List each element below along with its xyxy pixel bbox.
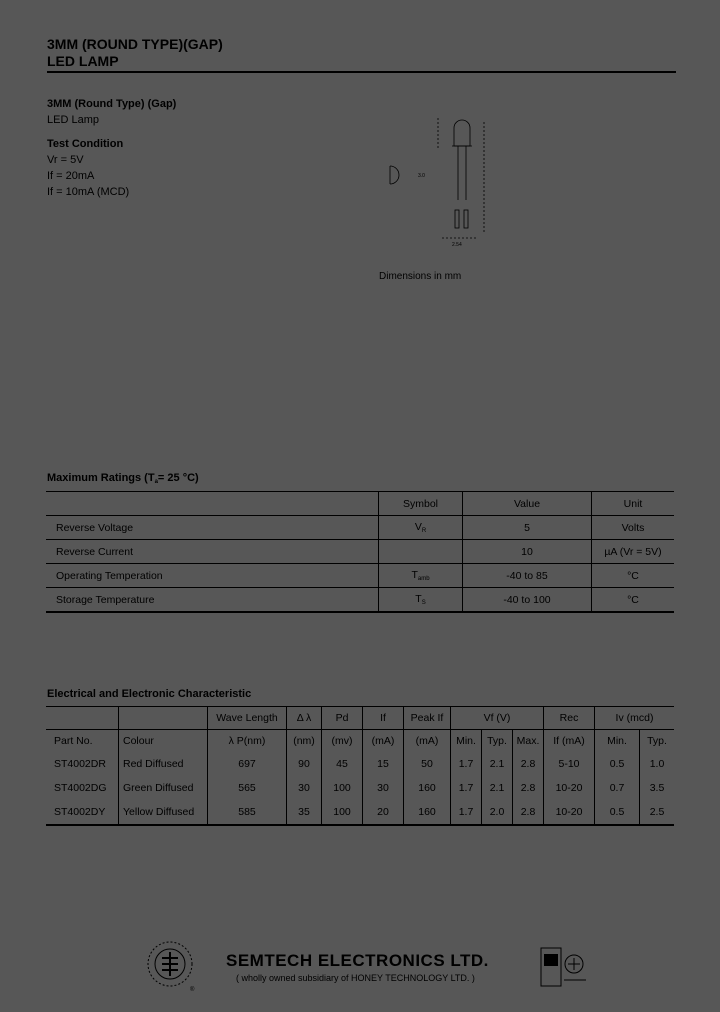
pitch-label: 2.54 <box>452 242 462 248</box>
table-header-row <box>46 707 674 730</box>
table-cell: 5-10 <box>544 752 595 776</box>
table-cell: 2.8 <box>513 776 544 800</box>
table-cell: 10-20 <box>544 776 595 800</box>
table-cell: 35 <box>287 800 322 825</box>
table-cell: -40 to 100 <box>463 588 592 613</box>
table-cell: 2.8 <box>513 752 544 776</box>
condition-if: If = 20mA <box>47 170 95 182</box>
table-cell: If (mA) <box>544 730 595 753</box>
table-cell: Part No. <box>46 730 119 753</box>
table-cell: -40 to 85 <box>463 564 592 588</box>
table-cell: (mA) <box>404 730 451 753</box>
table-cell: Min. <box>451 730 482 753</box>
led-top-view <box>390 166 399 184</box>
table-cell: 697 <box>208 752 287 776</box>
table-cell: Operating Temperation <box>46 564 379 588</box>
table-cell: µA (Vr = 5V) <box>592 540 675 564</box>
table-cell: 10-20 <box>544 800 595 825</box>
test-condition-heading: Test Condition <box>47 138 124 150</box>
table-cell: Typ. <box>640 730 675 753</box>
table-cell: Reverse Current <box>46 540 379 564</box>
table-cell: Pd <box>322 707 363 730</box>
table-cell: 5 <box>463 516 592 540</box>
electrical-table <box>46 706 674 826</box>
table-row <box>46 564 674 588</box>
table-cell: 1.7 <box>451 800 482 825</box>
table-cell: 50 <box>404 752 451 776</box>
table-cell: Rec <box>544 707 595 730</box>
table-cell: λ P(nm) <box>208 730 287 753</box>
table-cell: °C <box>592 588 675 613</box>
table-cell: 20 <box>363 800 404 825</box>
title-line-1: 3MM (ROUND TYPE)(GAP) <box>47 36 223 52</box>
company-logo-icon <box>146 940 198 992</box>
table-cell: 2.0 <box>482 800 513 825</box>
table-cell: Vf (V) <box>451 707 544 730</box>
table-cell: 45 <box>322 752 363 776</box>
table-cell: °C <box>592 564 675 588</box>
table-cell: Red Diffused <box>119 752 208 776</box>
max-ratings-title: Maximum Ratings ($T_a= 25$ °C) <box>47 472 199 485</box>
table-cell: Min. <box>595 730 640 753</box>
table-cell: 3.5 <box>640 776 675 800</box>
table-cell: 565 <box>208 776 287 800</box>
led-side-view <box>454 120 470 146</box>
table-header-row <box>46 730 674 753</box>
table-cell: 1.7 <box>451 776 482 800</box>
table-row <box>46 752 674 776</box>
table-cell: $T_{amb}$ <box>379 564 463 588</box>
diameter-label: 3.0 <box>418 173 425 179</box>
table-cell: ST4002DR <box>54 758 106 770</box>
product-name: 3MM (Round Type) (Gap) <box>47 98 177 110</box>
company-name: SEMTECH ELECTRONICS LTD. <box>226 951 489 970</box>
table-cell <box>379 540 463 564</box>
table-cell: 2.1 <box>482 776 513 800</box>
table-cell: 0.5 <box>595 752 640 776</box>
table-cell: 0.7 <box>595 776 640 800</box>
table-cell: (nm) <box>287 730 322 753</box>
table-cell: 1.0 <box>640 752 675 776</box>
title-divider <box>47 71 676 73</box>
table-cell: 2.1 <box>482 752 513 776</box>
table-row <box>46 800 674 825</box>
table-cell: 0.5 <box>595 800 640 825</box>
table-cell: 2.8 <box>513 800 544 825</box>
title-line-2: LED LAMP <box>47 53 119 69</box>
table-cell: Peak If <box>404 707 451 730</box>
max-ratings-table <box>46 491 674 613</box>
table-header-row <box>46 492 674 516</box>
table-row <box>46 588 674 613</box>
product-type: LED Lamp <box>47 114 99 126</box>
table-cell: ST4002DG <box>54 782 107 794</box>
col-value: Value <box>463 492 592 516</box>
table-cell: ST4002DY <box>46 800 119 825</box>
table-cell: $V_R$ <box>379 516 463 540</box>
table-cell <box>46 707 119 730</box>
company-subsidiary: ( wholly owned subsidiary of HONEY TECHNOLOGY LTD. ) <box>236 973 475 983</box>
table-cell: Volts <box>592 516 675 540</box>
table-cell: 10 <box>463 540 592 564</box>
registered-mark: ® <box>190 987 195 992</box>
intro-block <box>47 96 176 200</box>
table-cell: 15 <box>363 752 404 776</box>
table-cell: (mv) <box>322 730 363 753</box>
table-cell: If <box>363 707 404 730</box>
table-cell <box>46 492 379 516</box>
table-cell: 30 <box>287 776 322 800</box>
table-cell: 2.5 <box>640 800 675 825</box>
table-cell: 30 <box>363 776 404 800</box>
table-cell: 1.7 <box>451 752 482 776</box>
certification-mark-icon <box>540 946 588 990</box>
table-cell: 100 <box>322 776 363 800</box>
table-cell: 160 <box>404 776 451 800</box>
col-unit: Unit <box>592 492 675 516</box>
table-cell: Reverse Voltage <box>46 516 379 540</box>
table-cell: Δ λ <box>287 707 322 730</box>
table-cell: $T_S$ <box>379 588 463 613</box>
table-cell: Max. <box>513 730 544 753</box>
page-title <box>47 36 223 70</box>
condition-vr: Vr = 5V <box>47 154 84 166</box>
table-cell: Storage Temperature <box>46 588 379 613</box>
table-row <box>46 776 674 800</box>
table-cell: 160 <box>404 800 451 825</box>
led-dimension-drawing <box>376 108 506 248</box>
table-cell: Yellow Diffused <box>119 800 208 825</box>
table-cell: Iv (mcd) <box>595 707 675 730</box>
table-cell: Colour <box>119 730 208 753</box>
dimensions-caption: Dimensions in mm <box>379 271 462 282</box>
electrical-title: Electrical and Electronic Characteristic <box>47 688 252 700</box>
col-symbol: Symbol <box>379 492 463 516</box>
table-row <box>46 516 674 540</box>
table-cell <box>119 707 208 730</box>
table-cell: (mA) <box>363 730 404 753</box>
table-cell: Wave Length <box>208 707 287 730</box>
table-cell: 90 <box>287 752 322 776</box>
table-cell: 585 <box>208 800 287 825</box>
table-row <box>46 540 674 564</box>
condition-if-mcd: If = 10mA (MCD) <box>47 186 130 198</box>
table-cell: 100 <box>322 800 363 825</box>
table-cell: Typ. <box>482 730 513 753</box>
table-cell: Green Diffused <box>119 776 208 800</box>
